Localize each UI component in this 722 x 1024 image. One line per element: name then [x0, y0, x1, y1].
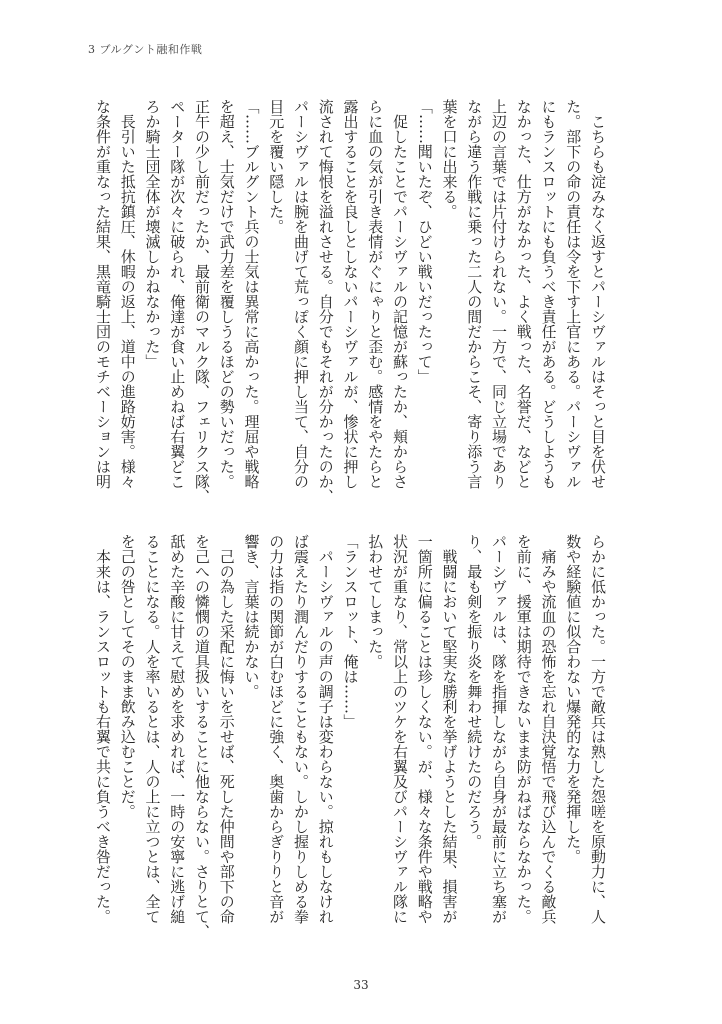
text-column: ば震えたり潤んだりすることもない。しかし握りしめる拳 — [292, 534, 310, 924]
text-column: ながら違う作戦に乗った二人の間だからこそ、寄り添う言 — [465, 99, 484, 489]
running-header: 3 ブルグント融和作戦 — [88, 43, 203, 56]
text-column: 数や経験値に似合わない爆発的な力を発揮した。 — [564, 534, 583, 864]
text-block-upper — [90, 99, 610, 504]
text-column: ろか騎士団全体が壊滅しかねなかった」 — [143, 99, 162, 369]
text-column: なかった、仕方がなかった、よく戦った、名誉だ、などと — [514, 99, 533, 489]
text-column: た。部下の命の責任は令を下す上官にある。パーシヴァル — [564, 99, 583, 489]
text-column: を超え、士気だけで武力差を覆しうるほどの勢いだった。 — [217, 99, 236, 489]
text-column: 舐めた辛酸に甘えて慰めを求めれば、一時の安寧に逃げ縋 — [168, 534, 187, 924]
text-column: 一箇所に偏ることは珍しくない。が、様々な条件や戦略や — [415, 534, 434, 924]
text-column: を己の咎としてそのまま飲み込むことだ。 — [118, 534, 137, 819]
text-column: 己の為した采配に悔いを示せば、死した仲間や部下の命 — [217, 534, 236, 924]
text-block-lower — [90, 534, 610, 939]
text-column: 長引いた抵抗鎮圧、休暇の返上、道中の進路妨害。様々 — [118, 99, 137, 489]
text-column: の力は指の関節が白むほどに強く、奥歯からぎりりと音が — [267, 534, 286, 924]
text-column: を前に、援軍は期待できないまま防がねばならなかった。 — [514, 534, 533, 924]
text-column: パーシヴァルは腕を曲げて荒っぽく顔に押し当て、自分の — [292, 99, 310, 489]
text-column: 「……ブルグント兵の士気は異常に高かった。理屈や戦略 — [242, 99, 261, 489]
text-column: パーシヴァルの声の調子は変わらない。掠れもしなけれ — [316, 534, 335, 924]
text-column: 促したことでパーシヴァルの記憶が蘇ったか、頬からさ — [391, 99, 409, 489]
text-column: な条件が重なった結果、黒竜騎士団のモチベーションは明 — [94, 99, 112, 489]
text-column: 目元を覆い隠した。 — [267, 99, 286, 234]
text-column: にもランスロットにも負うべき責任がある。どうしようも — [539, 99, 558, 489]
text-column: 正午の少し前だったか、最前衛のマルク隊、フェリクス隊、 — [193, 99, 211, 504]
text-column: 響き、言葉は続かない。 — [242, 534, 261, 699]
text-column: 「……聞いたぞ、ひどい戦いだったって」 — [415, 99, 434, 384]
text-column: 葉を口に出来る。 — [440, 99, 459, 219]
text-column: 痛みや流血の恐怖を忘れ自決覚悟で飛び込んでくる敵兵 — [539, 534, 558, 924]
text-column: 状況が重なり、常以上のツケを右翼及びパーシヴァル隊に — [391, 534, 409, 924]
text-column: らに血の気が引き表情がぐにゃりと歪む。感情をやたらと — [366, 99, 385, 489]
text-column: ペーター隊が次々に破られ、俺達が食い止めねば右翼どこ — [168, 99, 187, 489]
text-column: 本来は、ランスロットも右翼で共に負うべき咎だった。 — [94, 534, 112, 924]
text-column: を己への憐憫の道具扱いすることに他ならない。さりとて、 — [193, 534, 211, 939]
text-column: 流されて悔恨を溢れさせる。自分でもそれが分かったのか、 — [316, 99, 335, 504]
text-column: らかに低かった。一方で敵兵は熟した怨嗟を原動力に、人 — [589, 534, 607, 924]
text-column: こちらも淀みなく返すとパーシヴァルはそっと目を伏せ — [589, 99, 607, 489]
text-column: 払わせてしまった。 — [366, 534, 385, 669]
text-column: 「ランスロット、俺は……」 — [341, 534, 360, 729]
text-column: ることになる。人を率いるとは、人の上に立つとは、全て — [143, 534, 162, 924]
text-column: 露出することを良しとしないパーシヴァルが、惨状に押し — [341, 99, 360, 489]
text-column: パーシヴァルは、隊を指揮しながら自身が最前に立ち塞が — [490, 534, 508, 924]
text-column: 戦闘において堅実な勝利を挙げようとした結果、損害が — [440, 534, 459, 924]
page-number: 33 — [353, 978, 369, 992]
text-column: り、最も剣を振り炎を舞わせ続けたのだろう。 — [465, 534, 484, 849]
text-column: 上辺の言葉では片付けられない。一方で、同じ立場であり — [490, 99, 508, 489]
